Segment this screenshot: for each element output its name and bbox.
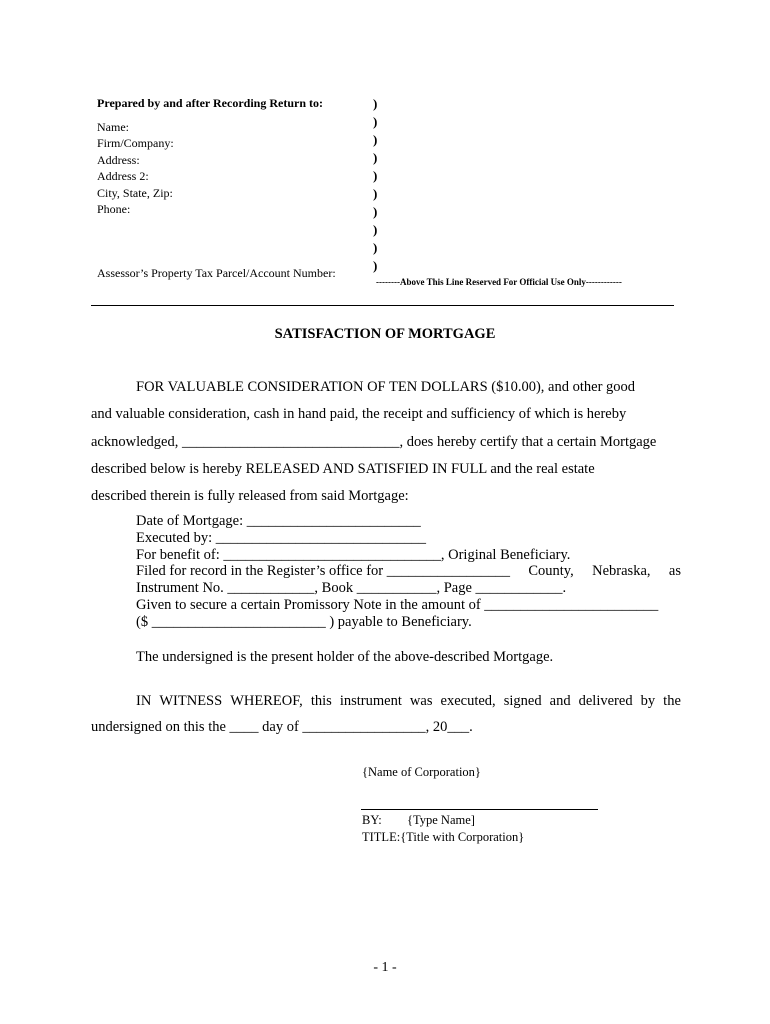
filed-county: County, [528,563,574,580]
witness-word: WHEREOF, [230,693,303,709]
paren: ) [373,222,378,237]
paren: ) [373,96,378,111]
paren: ) [373,168,378,183]
filed-for-record-line [136,563,681,580]
witness-word: by [640,693,656,709]
for-benefit-line: For benefit of: ______________________________, Original Beneficiary. [136,546,571,563]
witness-word: WITNESS [159,693,223,709]
phone-field-label: Phone: [97,202,131,216]
by-label: BY: [362,813,382,827]
witness-line-1 [136,693,681,710]
holder-statement: The undersigned is the present holder of the above-described Mortgage. [136,649,554,665]
signer-name: {Type Name] [407,813,475,827]
body-line-4: described below is hereby RELEASED AND SATISFIED IN FULL and the real estate [91,461,595,477]
date-of-mortgage-line: Date of Mortgage: ________________________ [136,513,421,529]
witness-line-2: undersigned on this the ____ day of _________________, 20___. [91,719,473,735]
witness-word: the [663,693,681,709]
signer-by-row [362,813,475,828]
return-address-block [97,95,323,218]
body-line-2: and valuable consideration, cash in hand paid, the receipt and sufficiency of which is hereby [91,406,627,422]
name-field-label: Name: [97,119,129,134]
filed-state: Nebraska, [592,563,651,580]
mortgage-details [136,513,681,631]
witness-word: instrument [339,693,402,709]
parenthesis-column [373,95,377,275]
witness-word: executed, [440,693,496,709]
witness-word: and [549,693,571,709]
body-line-3: acknowledged, ______________________________, does hereby certify that a certain Mortgage [91,434,657,450]
witness-word: this [310,693,332,709]
firm-field-label: Firm/Company: [97,136,174,150]
document-title: SATISFACTION OF MORTGAGE [274,326,496,342]
signature-line [361,809,598,810]
filed-as: as [668,563,681,580]
executed-by-line: Executed by: _____________________________ [136,529,426,546]
header-divider [91,305,674,306]
address-field-label: Address: [97,152,140,167]
body-line-1: FOR VALUABLE CONSIDERATION OF TEN DOLLARS ($10.00), and other good [136,379,636,395]
title-label: TITLE: [362,830,401,844]
witness-word: IN [136,693,152,709]
assessor-parcel-label: Assessor’s Property Tax Parcel/Account Number: [97,266,336,280]
corporation-name: {Name of Corporation} [362,765,481,779]
body-line-5: described therein is fully released from said Mortgage: [91,488,409,504]
witness-word: delivered [578,693,633,709]
paren: ) [373,204,378,219]
signer-title: {Title with Corporation} [400,830,525,844]
promissory-note-line: Given to secure a certain Promissory Note in the amount of ________________________ [136,596,659,613]
paren: ) [373,258,378,273]
payable-line: ($ ________________________ ) payable to Beneficiary. [136,613,472,630]
paren: ) [373,150,378,165]
filed-text: Filed for record in the Register’s office for _________________ [136,563,510,580]
paren: ) [373,132,378,147]
paren: ) [373,114,378,129]
instrument-line: Instrument No. ____________, Book ___________, Page ____________. [136,580,567,597]
address2-field-label: Address 2: [97,169,149,183]
prepared-by-heading: Prepared by and after Recording Return to: [97,96,323,110]
paren: ) [373,186,378,201]
paren: ) [373,240,378,255]
page-number: - 1 - [373,960,397,975]
city-state-zip-field-label: City, State, Zip: [97,185,173,200]
witness-word: signed [503,693,542,709]
official-use-line: --------Above This Line Reserved For Official Use Only------------ [376,277,622,287]
signer-title-row [362,830,524,845]
witness-word: was [409,693,433,709]
